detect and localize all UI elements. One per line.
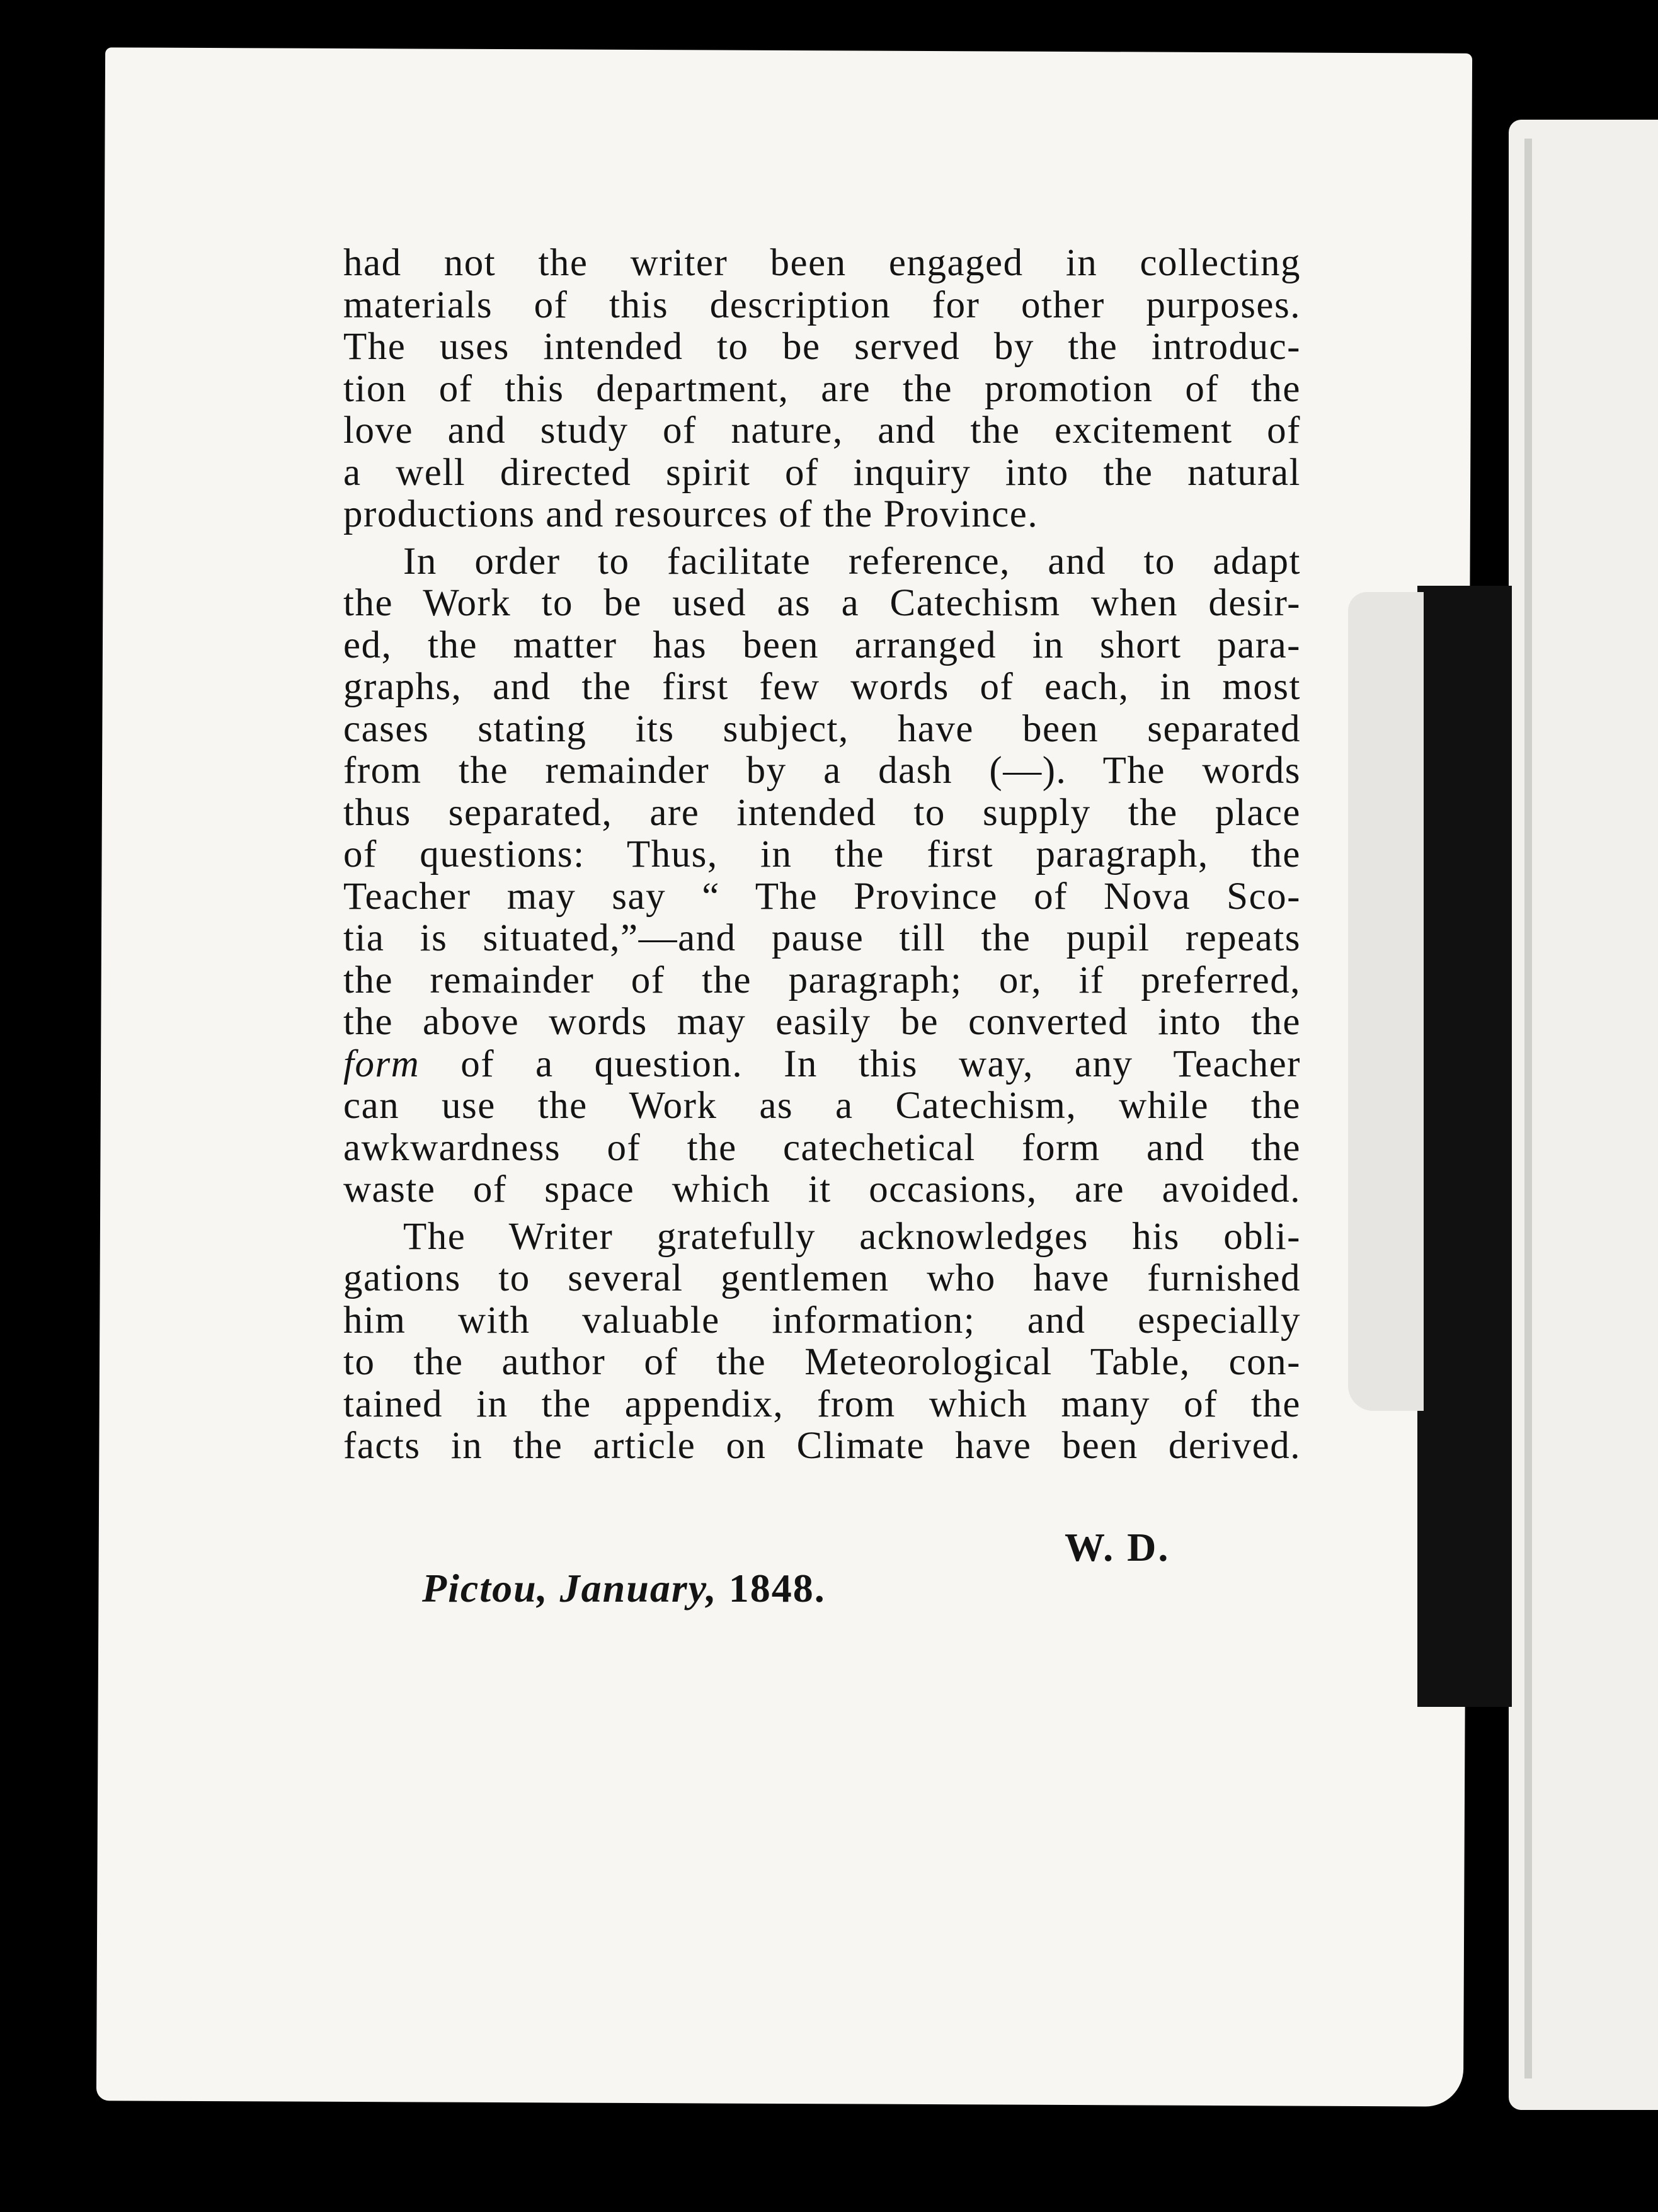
- dateline-year: 1848.: [717, 1566, 826, 1611]
- text-line: to the author of the Meteorological Table, con-: [343, 1341, 1301, 1383]
- text-line: materials of this description for other purposes.: [343, 283, 1301, 326]
- text-line: facts in the article on Climate have been derived.: [343, 1425, 1301, 1467]
- text-line: awkwardness of the catechetical form and the: [343, 1126, 1301, 1169]
- text-line: ed, the matter has been arranged in short para-: [343, 624, 1301, 666]
- text-fragment: of a question. In this way, any Teacher: [420, 1042, 1301, 1085]
- adjacent-page-edge: [1524, 139, 1532, 2078]
- text-line: love and study of nature, and the excitement of: [343, 409, 1301, 452]
- text-line: [343, 1044, 1301, 1086]
- text-line: The Writer gratefully acknowledges his obli-: [403, 1215, 1301, 1258]
- italic-word: form: [343, 1042, 420, 1085]
- text-line: tion of this department, are the promotion of the: [343, 367, 1301, 410]
- binding-shadow: [1417, 586, 1512, 1707]
- torn-page-edge: [1348, 592, 1424, 1411]
- text-line: In order to facilitate reference, and to adapt: [403, 540, 1301, 583]
- preface-text: [343, 242, 1301, 1468]
- text-line: him with valuable information; and especially: [343, 1299, 1301, 1342]
- text-line: the above words may easily be converted into the: [343, 1001, 1301, 1043]
- text-line: tia is situated,”—and pause till the pupil repeats: [343, 917, 1301, 959]
- text-line: the Work to be used as a Catechism when desir-: [343, 582, 1301, 624]
- text-line: from the remainder by a dash (—). The words: [343, 750, 1301, 792]
- text-line: waste of space which it occasions, are avoided.: [343, 1168, 1301, 1211]
- text-line: of questions: Thus, in the first paragraph, the: [343, 833, 1301, 875]
- text-line: thus separated, are intended to supply the place: [343, 791, 1301, 834]
- author-signature: W. D.: [1065, 1525, 1170, 1570]
- text-line: gations to several gentlemen who have furnished: [343, 1257, 1301, 1299]
- text-line: had not the writer been engaged in collecting: [343, 242, 1301, 284]
- text-line: the remainder of the paragraph; or, if preferred,: [343, 959, 1301, 1001]
- text-line: a well directed spirit of inquiry into the natural: [343, 451, 1301, 494]
- dateline-place: Pictou, January,: [422, 1566, 718, 1611]
- text-line: Teacher may say “ The Province of Nova Sco-: [343, 875, 1301, 918]
- text-line: graphs, and the first few words of each, in most: [343, 666, 1301, 708]
- text-line: cases stating its subject, have been separated: [343, 707, 1301, 750]
- text-line: productions and resources of the Province.: [343, 493, 1039, 535]
- text-line: The uses intended to be served by the introduc-: [343, 326, 1301, 368]
- dateline: [422, 1565, 826, 1612]
- text-line: tained in the appendix, from which many of the: [343, 1382, 1301, 1425]
- text-line: can use the Work as a Catechism, while the: [343, 1085, 1301, 1127]
